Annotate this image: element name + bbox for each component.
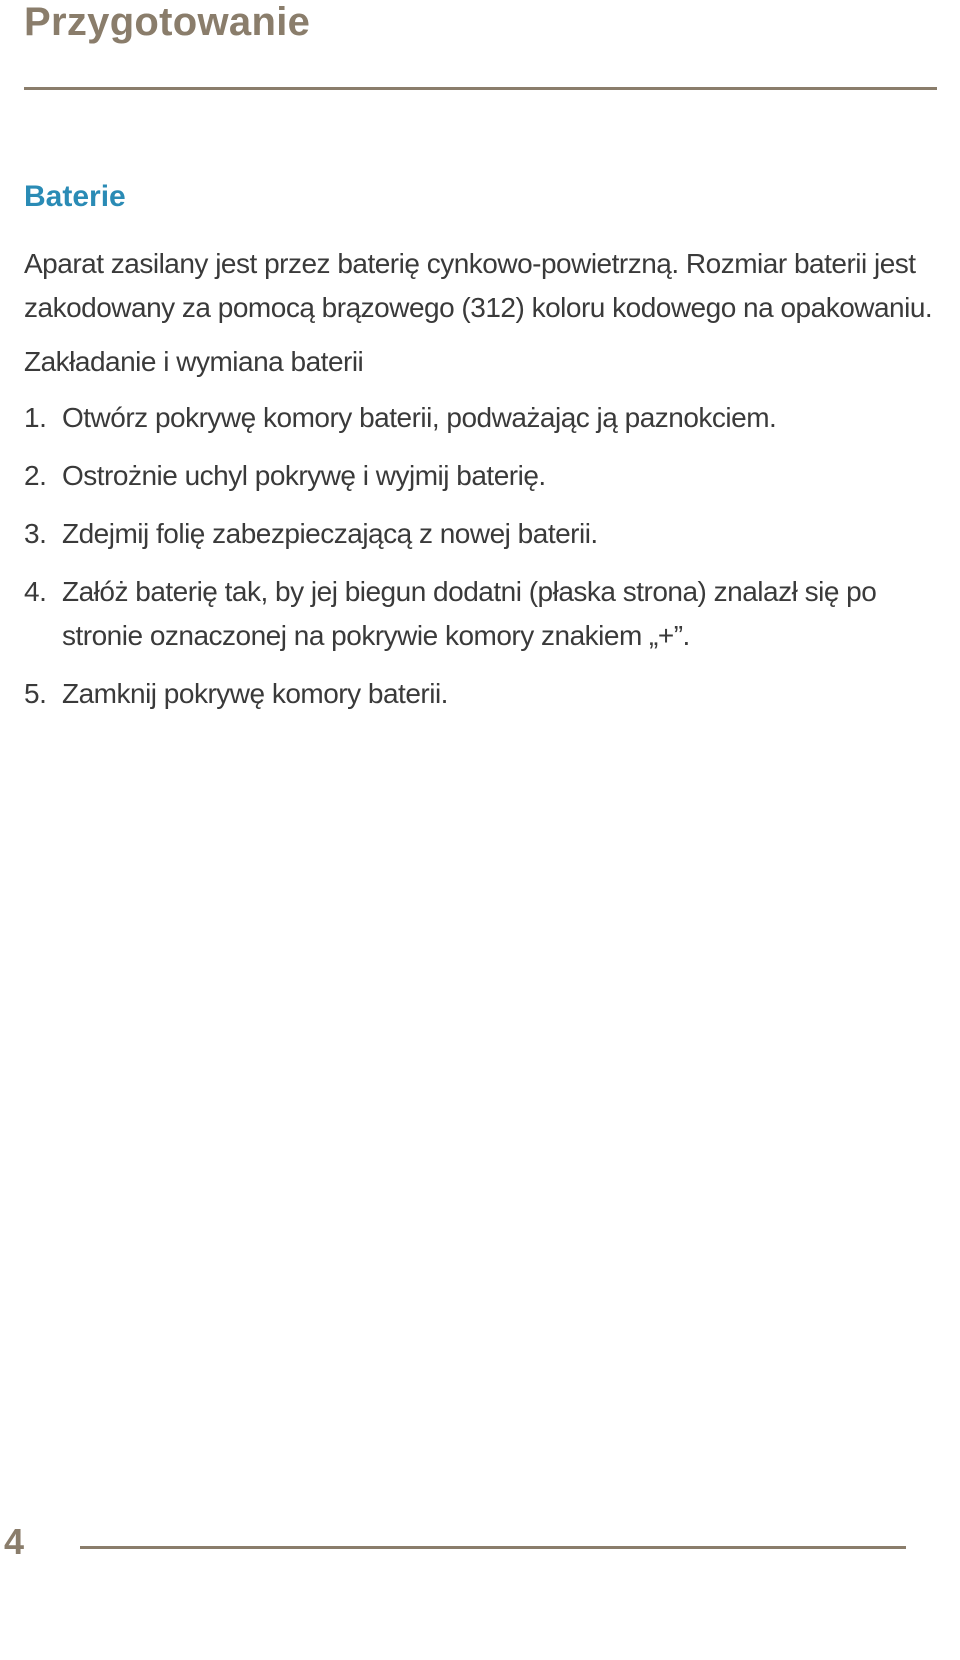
page-number: 4 [4,1521,25,1562]
step-item [24,512,936,556]
intro-paragraph: Aparat zasilany jest przez baterię cynkowo-powietrzną. Rozmiar baterii jest zakodowany za pomocą brązowego (312) koloru kodowego na opakowaniu. [24,248,933,323]
step-text: Zamknij pokrywę komory baterii. [62,678,448,709]
step-item [24,396,936,440]
batteries-section [24,178,936,730]
step-text: Otwórz pokrywę komory baterii, podważając ją paznokciem. [62,402,777,433]
step-number: 1. [24,402,47,433]
step-item [24,454,936,498]
header-divider [24,87,937,90]
instructions-subheading: Zakładanie i wymiana baterii [24,346,364,377]
step-number: 2. [24,460,47,491]
section-heading: Baterie [24,180,126,213]
footer-divider [80,1546,906,1549]
page-title: Przygotowanie [24,0,311,44]
steps-list [24,396,936,716]
step-text: Ostrożnie uchyl pokrywę i wyjmij baterię. [62,460,546,491]
step-number: 3. [24,518,47,549]
step-text: Załóż baterię tak, by jej biegun dodatni (płaska strona) znalazł się po stronie oznaczonej na pokrywie komory znakiem „+”. [62,576,877,651]
step-number: 4. [24,576,47,607]
step-item [24,672,936,716]
step-number: 5. [24,678,47,709]
step-item [24,570,936,658]
step-text: Zdejmij folię zabezpieczającą z nowej baterii. [62,518,598,549]
